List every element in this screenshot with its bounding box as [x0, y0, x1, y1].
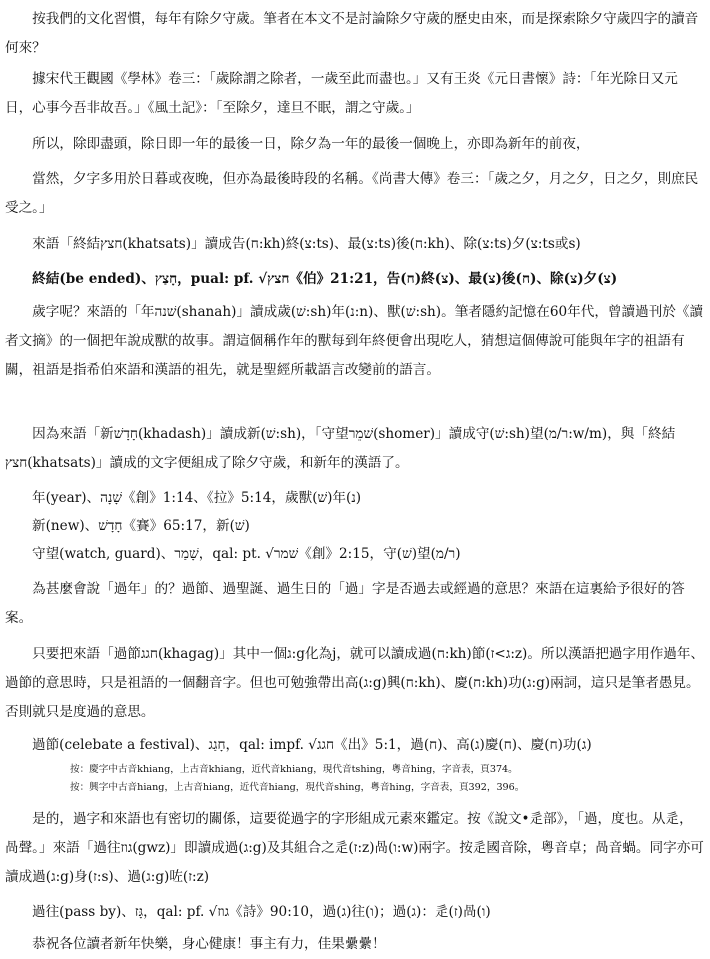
paragraph-closing: 恭祝各位讀者新年快樂，身心健康！事主有力，佳果纍纍！ — [5, 936, 386, 952]
paragraph-khagag: 只要把來語「過節חגג(khagag)」其中一個ג:g化為j，就可以讀成過(ח:kh)節(ג>ז:z)。所以漢語把過字用作過年、過節的意思時，只是祖語的一個翻音字。但也可勉強帶出高(ג:g)興(ח:kh)、慶(ח:kh)功(ג:g)兩詞，這只是筆者愚見。否則就只是度過的意思。 — [5, 646, 705, 720]
entry-year: 年(year)、שָׁנָה《創》1:14、《拉》5:14，歲獸(שׁ)年(נ) — [32, 490, 362, 506]
paragraph-chu-meaning: 所以，除即盡頭，除日即一年的最後一日，除夕為一年的最後一個晚上，亦即為新年的前夜， — [5, 136, 590, 152]
paragraph-intro: 按我們的文化習慣，每年有除夕守歲。筆者在本文不是討論除夕守歲的歷史由來，而是探索除夕守歲四字的讀音何來？ — [5, 11, 699, 56]
entry-new: 新(new)、חָדָשׁ《賽》65:17，新(שׁ) — [32, 518, 250, 534]
entry-khatsats: 終結(be ended)、חָצַץ，pual: pf. √חצץ《伯》21:21，告(ח)終(צ)、最(צ)後(ח)、除(צ)夕(צ) — [5, 271, 618, 287]
paragraph-khatsats: 來語「終結חצץ(khatsats)」讀成告(ח:kh)終(צ:ts)、最(צ:ts)後(ח:kh)、除(צ:ts)夕(צ:ts或s) — [5, 236, 581, 252]
entry-khagag: 過節(celebate a festival)、חָגַג，qal: impf. √חגג《出》5:1，過(ח)、高(ג)慶(ח)、慶(ח)功(ג) — [32, 737, 592, 753]
note-qing: 按：慶字中古音khiang，上古音khiang，近代音khiang，現代音tshing，粵音hing，字音表，頁374。 — [70, 764, 518, 775]
paragraph-xi-meaning: 當然，夕字多用於日暮或夜晚，但亦為最後時段的名稱。《尚書大傳》卷三：「歲之夕，月之夕，日之夕，則庶民受之。」 — [5, 171, 699, 216]
paragraph-guonian: 為甚麼會說「過年」的？過節、過聖誕、過生日的「過」字是否過去或經過的意思？來語在這裏給予很好的答案。 — [5, 581, 685, 626]
entry-watch: 守望(watch, guard)、שָׁמַר，qal: pt. √שׁמר《創》2:15，守(שׁ)望(ר/מ) — [32, 546, 461, 562]
note-xing: 按：興字中古音hiang，上古音hiang，近代音hiang，現代音shing，粵音hing，字音表，頁392，396。 — [70, 782, 525, 793]
paragraph-gwz: 是的，過字和來語也有密切的關係，這要從過字的字形組成元素來鑑定。按《說文•辵部》，「過，度也。从辵，咼聲。」來語「過往גוז(gwz)」即讀成過(ג:g)及其組合之辵(ז:z)咼(ו:w)兩字。按辵國音除，粵音卓；咼音蝸。同字亦可讀成過(ג:g)身(ז:s)、過(ג:g)咗(ז:z) — [5, 811, 704, 885]
entry-gwz: 過往(pass by)、גָּז，qal: pf. √גוז《詩》90:10，過(ג)往(ו)；過(ג)：辵(ז)咼(ו) — [32, 904, 491, 920]
paragraph-shanah: 歲字呢？來語的「年שׁנה(shanah)」讀成歲(שׁ:sh)年(נ:n)、獸(שׁ:sh)。筆者隱約記憶在60年代，曾讀過刊於《讀者文摘》的一個把年說成獸的故事。謂這個稱作年的獸每到年終便會出現吃人，猜想這個傳說可能與年字的祖語有關，祖語是指希伯來語和漢語的祖先，就是聖經所載語言改變前的語言。 — [5, 304, 704, 378]
paragraph-xuelin-quote: 據宋代王觀國《學林》卷三：「歲除謂之除者，一歲至此而盡也。」又有王炎《元日書懷》詩：「年光除日又元日，心事今吾非故吾。」《風土記》：「至除夕，達旦不眠，謂之守歲。」 — [5, 71, 678, 116]
paragraph-khadash-shomer: 因為來語「新חָדָשׁ(khadash)」讀成新(שׁ:sh)，「守望שׁמֵר(shomer)」讀成守(שׁ:sh)望(ר/מ:w/m)，與「終結חצץ(khatsats)」讀成的文字便組成了除夕守歲，和新年的漢語了。 — [5, 426, 676, 471]
